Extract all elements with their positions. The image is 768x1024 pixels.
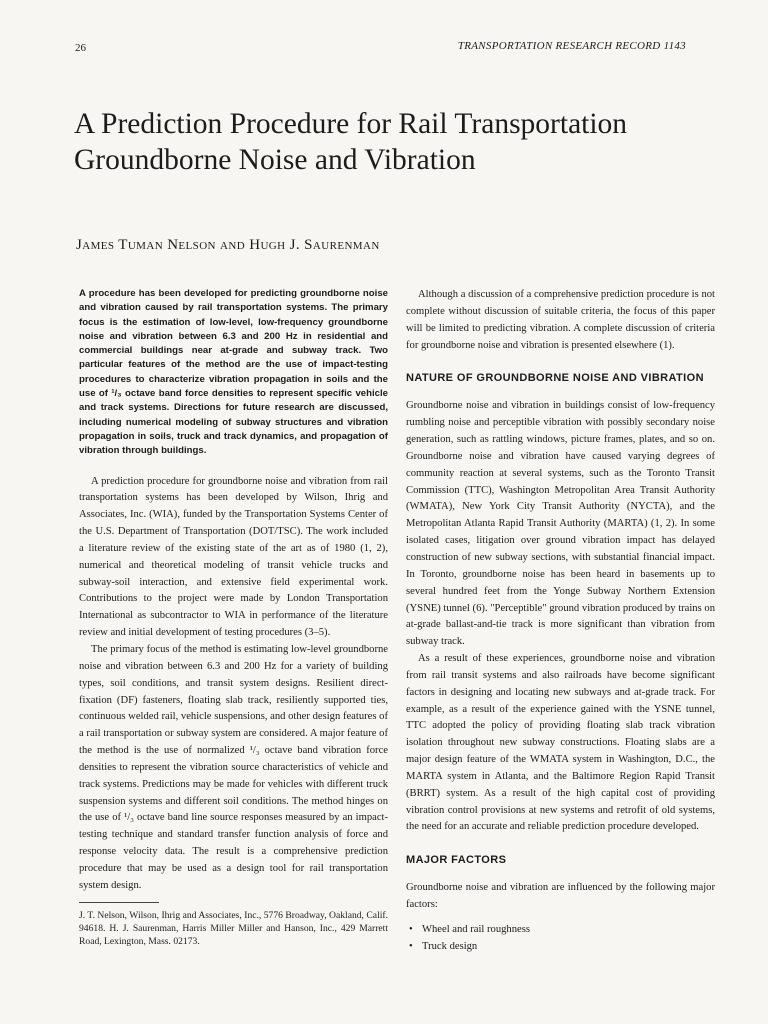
list-item-text: Truck design — [422, 940, 478, 952]
article-title: A Prediction Procedure for Rail Transportation Groundborne Noise and Vibration — [74, 108, 628, 176]
page-number: 26 — [75, 42, 86, 54]
body-paragraph: As a result of these experiences, groundborne noise and vibration from rail transit systems and also railroads have become significant factors in designing and locating new subways and at-grade track. For example, as a result of the experience gained with the YSNE tunnel, TTC adopted the policy of providing floating slab track vibration isolation throughout new subway constructions. Floating slabs are a major design feature of the WMATA system in Washington, D.C., the MARTA system in Atlanta, and the Baltimore Region Rapid Transit (BRRT) system. As a result of the high capital cost of providing vibration control provisions at new systems and retrofit of old systems, the need for an accurate and reliable prediction procedure developed. — [406, 653, 715, 833]
body-paragraph: The primary focus of the method is estimating low-level groundborne noise and vibration between 6.3 and 200 Hz for a variety of building types, soil conditions, and transit system designs. Resilient direct-fixation (DF) fasteners, floating slab track, resiliently supported ties, continuous welded rail, vehicle suspensions, and other design features of a rail transportation or subway system are considered. A major feature of the method is the use of normalized ¹/₃ octave band vibration force densities to represent the vibration source characteristics of vehicle and track systems. Predictions may be made for vehicles with different truck suspension systems and different soil conditions. The method hinges on the use of ¹/₃ octave band line source responses measured by an impact-testing technique and standard transfer function analysis of force and response velocity data. The result is a comprehensive prediction procedure that may be used as a design tool for rail transportation system design. — [79, 644, 388, 891]
right-column — [406, 287, 715, 956]
authors: James Tuman Nelson and Hugh J. Saurenman — [76, 237, 380, 253]
journal-header: TRANSPORTATION RESEARCH RECORD 1143 — [457, 40, 686, 52]
left-column — [79, 287, 388, 895]
body-paragraph: Although a discussion of a comprehensive prediction procedure is not complete without discussion of suitable criteria, the focus of this paper will be limited to predicting vibration. A complete discussion of criteria for groundborne noise and vibration is presented elsewhere (1). — [406, 289, 715, 351]
bullet-icon: • — [409, 924, 413, 935]
body-paragraph: A prediction procedure for groundborne noise and vibration from rail transportation systems has been developed by Wilson, Ihrig and Associates, Inc. (WIA), funded by the Transportation Systems Center of the U.S. Department of Transportation (DOT/TSC). The work included a literature review of the existing state of the art as of 1980 (1, 2), numerical and theoretical modeling of transit vehicle trucks and subway-soil interaction, and extensive field experimental work. Contributions to the project were made by London Transportation International as subcontractor to WIA in performance of the literature review and initial development of testing procedures (3–5). — [79, 475, 388, 639]
footnote-divider — [79, 902, 159, 903]
author-footnote: J. T. Nelson, Wilson, Ihrig and Associates, Inc., 5776 Broadway, Oakland, Calif. 94618. H. J. Saurenman, Harris Miller Miller and Hanson, Inc., 429 Marrett Road, Lexington, Mass. 02173. — [79, 910, 388, 947]
list-item — [406, 922, 715, 939]
body-paragraph: Groundborne noise and vibration are influenced by the following major factors: — [406, 882, 715, 911]
list-item — [406, 939, 715, 956]
body-paragraph: Groundborne noise and vibration in buildings consist of low-frequency rumbling noise and perceptible vibration with possibly secondary noise generation, such as rattling windows, picture frames, plates, and so on. Groundborne noise and vibration have caused varying degrees of community reaction at several systems, such as the Toronto Transit Commission (TTC), Washington Metropolitan Area Transit Authority (WMATA), New York City Transit Authority (NYCTA), and the Metropolitan Atlanta Rapid Transit Authority (MARTA) (1, 2). In some isolated cases, litigation over ground vibration impact has delayed construction of new subway sections, with substantial financial impact. In Toronto, groundborne noise has been heard in basements up to several hundred feet from the Yonge Subway Northern Extension (YSNE) tunnel (6). "Perceptible" ground vibration produced by trains on at-grade ballast-and-tie track is more significant than vibration from subway track. — [406, 400, 715, 648]
factor-list — [406, 922, 715, 956]
section-heading: MAJOR FACTORS — [406, 854, 507, 867]
bullet-icon: • — [409, 940, 413, 952]
section-heading: NATURE OF GROUNDBORNE NOISE AND VIBRATION — [406, 372, 704, 385]
abstract: A procedure has been developed for predicting groundborne noise and vibration caused by rail transportation systems. The primary focus is the estimation of low-level, low-frequency groundborne noise and vibration between 6.3 and 200 Hz in residential and commercial buildings near at-grade and subway track. Two particular features of the method are the use of impact-testing procedures to characterize vibration propagation in soils and the use of ¹/₃ octave band force densities to represent specific vehicle and track systems. Directions for future research are discussed, including numerical modeling of subway structures and vibration propagation in soils, truck and track dynamics, and propagation of vibration through buildings. — [79, 288, 388, 457]
list-item-text: Wheel and rail roughness — [422, 924, 530, 935]
